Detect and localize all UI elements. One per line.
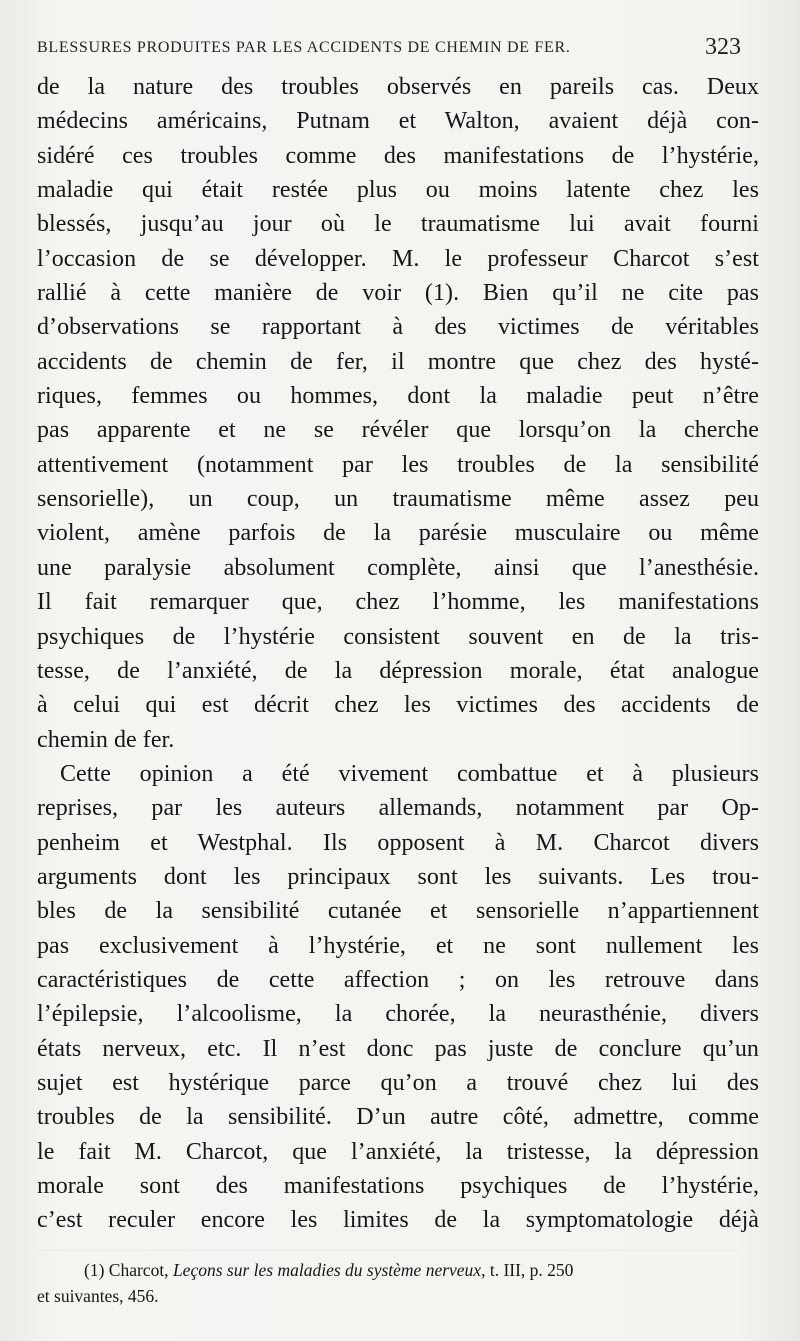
text-line: violent, amène parfois de la parésie musculaire ou même [37,520,759,547]
text-line: troubles de la sensibilité. D’un autre côté, admettre, comme [37,1104,759,1131]
text-line: morale sont des manifestations psychiques de l’hystérie, [37,1173,759,1199]
text-line: bles de la sensibilité cutanée et sensorielle n’appartiennent [37,898,759,925]
text-line: rallié à cette manière de voir (1). Bien qu’il ne cite pas [37,280,759,307]
paragraph-start-line: Cette opinion a été vivement combattue et à plusieurs [60,760,759,787]
text-line: riques, femmes ou hommes, dont la maladie peut n’être [37,383,759,410]
text-line: de la nature des troubles observés en pareils cas. Deux [37,74,759,100]
footnote [37,1257,761,1309]
text-line: c’est reculer encore les limites de la symptomatologie déjà [37,1207,759,1234]
text-line: une paralysie absolument complète, ainsi que l’anesthésie. [37,554,759,581]
main-text [37,70,759,1238]
text-line: sidéré ces troubles comme des manifestations de l’hystérie, [37,142,759,169]
footnote-marker: (1) Charcot, [84,1260,169,1280]
text-line: reprises, par les auteurs allemands, notamment par Op- [37,795,759,822]
text-line: maladie qui était restée plus ou moins latente chez les [37,177,759,204]
text-line: sensorielle), un coup, un traumatisme même assez peu [37,486,759,513]
text-line: sujet est hystérique parce qu’on a trouvé chez lui des [37,1069,759,1096]
text-line: d’observations se rapportant à des victimes de véritables [37,314,759,341]
footnote-citation: , t. III, p. 250 [481,1260,574,1280]
text-line: pas apparente et ne se révéler que lorsqu’on la cherche [37,417,759,444]
footnote-line [37,1257,761,1283]
text-line: pas exclusivement à l’hystérie, et ne sont nullement les [37,932,759,959]
text-line: attentivement (notamment par les troubles de la sensibilité [37,451,759,478]
footnote-book-title: Leçons sur les maladies du système nerveux [172,1260,482,1280]
text-line: caractéristiques de cette affection ; on les retrouve dans [37,966,759,993]
text-line: penheim et Westphal. Ils opposent à M. Charcot divers [37,829,759,856]
text-line: le fait M. Charcot, que l’anxiété, la tristesse, la dépression [37,1138,759,1165]
footnote-separator [37,1250,741,1251]
text-line: l’épilepsie, l’alcoolisme, la chorée, la neurasthénie, divers [37,1001,759,1028]
footnote-line-continuation: et suivantes, 456. [37,1286,159,1306]
text-line: états nerveux, etc. Il n’est donc pas juste de conclure qu’un [37,1035,759,1062]
text-line: médecins américains, Putnam et Walton, avaient déjà con- [37,108,759,135]
text-line: Il fait remarquer que, chez l’homme, les manifestations [37,589,759,616]
running-head: BLESSURES PRODUITES PAR LES ACCIDENTS DE CHEMIN DE FER. [37,39,571,56]
text-line: arguments dont les principaux sont les suivants. Les trou- [37,863,759,890]
paragraph-end-line: chemin de fer. [37,726,175,753]
text-line: psychiques de l’hystérie consistent souvent en de la tris- [37,623,759,650]
text-line: accidents de chemin de fer, il montre que chez des hysté- [37,348,759,375]
text-line: à celui qui est décrit chez les victimes des accidents de [37,692,759,719]
text-line: tesse, de l’anxiété, de la dépression morale, état analogue [37,657,759,684]
page-number: 323 [705,34,741,60]
text-line: l’occasion de se développer. M. le professeur Charcot s’est [37,245,759,272]
page-header [37,34,741,62]
text-line: blessés, jusqu’au jour où le traumatisme lui avait fourni [37,211,759,238]
